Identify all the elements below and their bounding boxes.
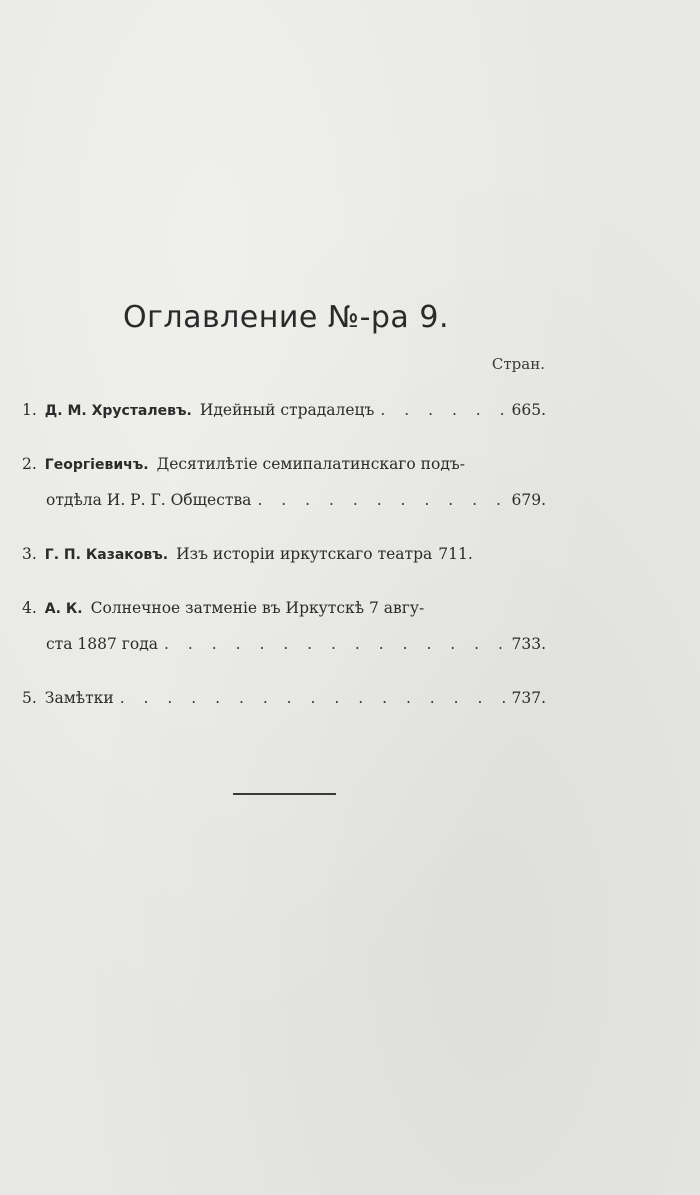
toc-entry-5 (22, 680, 546, 716)
entry-title-continued: отдѣла И. Р. Г. Общества (46, 491, 252, 509)
toc-entry-2 (22, 446, 546, 518)
entry-page: 733. (511, 635, 546, 653)
entry-title: Солнечное затменіе въ Иркутскѣ 7 авгу- (90, 599, 425, 617)
entry-title: Изъ исторіи иркутскаго театра (176, 545, 433, 563)
entry-title: Идейный страдалецъ (199, 401, 375, 419)
entry-page: 711. (438, 545, 473, 563)
page-column-label: Стран. (491, 355, 545, 373)
entry-number: 2. (22, 455, 37, 473)
entry-title: Замѣтки (44, 689, 114, 707)
table-of-contents (22, 392, 546, 734)
toc-entry-4 (22, 590, 546, 662)
entry-author: Д. М. Хрусталевъ. (44, 403, 192, 419)
entry-page: 737. (511, 689, 546, 707)
entry-number: 4. (22, 599, 37, 617)
dot-leader (380, 392, 505, 428)
dot-leader (164, 626, 505, 662)
page-title: Оглавление №-ра 9. (123, 300, 449, 335)
entry-title: Десятилѣтіе семипалатинскаго подъ- (156, 455, 465, 473)
entry-page: 665. (511, 401, 546, 419)
entry-title-continued: ста 1887 года (46, 635, 159, 653)
entry-author: А. К. (44, 601, 83, 617)
entry-number: 5. (22, 689, 37, 707)
entry-number: 3. (22, 545, 37, 563)
entry-author: Георгіевичъ. (44, 457, 149, 473)
toc-entry-3 (22, 536, 546, 572)
entry-page: 679. (511, 491, 546, 509)
dot-leader (257, 482, 505, 518)
entry-number: 1. (22, 401, 37, 419)
toc-entry-1 (22, 392, 546, 428)
entry-author: Г. П. Казаковъ. (44, 547, 169, 563)
closing-rule (233, 793, 336, 795)
dot-leader (120, 680, 506, 716)
